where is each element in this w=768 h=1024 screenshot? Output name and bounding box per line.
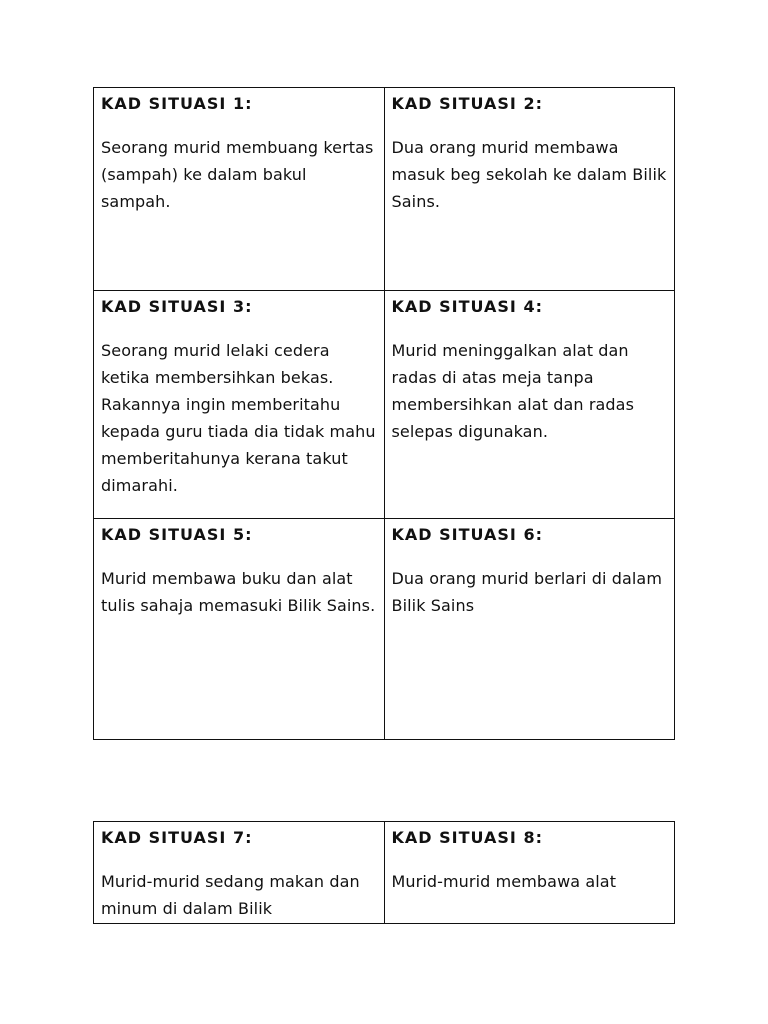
card-body: Murid-murid sedang makan dan minum di dalam Bilik	[101, 872, 360, 918]
card-body: Murid-murid membawa alat	[391, 872, 617, 891]
situation-card-7	[94, 822, 385, 924]
card-body: Dua orang murid membawa masuk beg sekolah ke dalam Bilik Sains.	[391, 138, 667, 211]
card-body: Dua orang murid berlari di dalam Bilik Sains	[391, 569, 663, 615]
situation-card-8	[384, 822, 675, 924]
card-row	[94, 519, 675, 740]
card-title: KAD SITUASI 6:	[391, 525, 543, 544]
card-title: KAD SITUASI 2:	[391, 94, 543, 113]
situation-cards-table-continued	[93, 821, 675, 924]
card-title: KAD SITUASI 5:	[101, 525, 253, 544]
card-title: KAD SITUASI 1:	[101, 94, 253, 113]
card-body: Seorang murid lelaki cedera ketika membersihkan bekas. Rakannya ingin memberitahu kepada guru tiada dia tidak mahu memberitahunya kerana takut dimarahi.	[101, 341, 376, 495]
card-title: KAD SITUASI 4:	[391, 297, 543, 316]
situation-card-2	[384, 88, 675, 291]
card-title: KAD SITUASI 8:	[391, 828, 543, 847]
situation-card-5	[94, 519, 385, 740]
situation-card-4	[384, 291, 675, 519]
card-row	[94, 88, 675, 291]
situation-card-3	[94, 291, 385, 519]
card-row	[94, 291, 675, 519]
situation-cards-table	[93, 87, 675, 740]
card-body: Murid meninggalkan alat dan radas di atas meja tanpa membersihkan alat dan radas selepas digunakan.	[391, 341, 635, 441]
situation-card-1	[94, 88, 385, 291]
card-body: Seorang murid membuang kertas (sampah) ke dalam bakul sampah.	[101, 138, 374, 211]
card-body: Murid membawa buku dan alat tulis sahaja memasuki Bilik Sains.	[101, 569, 376, 615]
situation-card-6	[384, 519, 675, 740]
card-row	[94, 822, 675, 924]
card-title: KAD SITUASI 3:	[101, 297, 253, 316]
card-title: KAD SITUASI 7:	[101, 828, 253, 847]
